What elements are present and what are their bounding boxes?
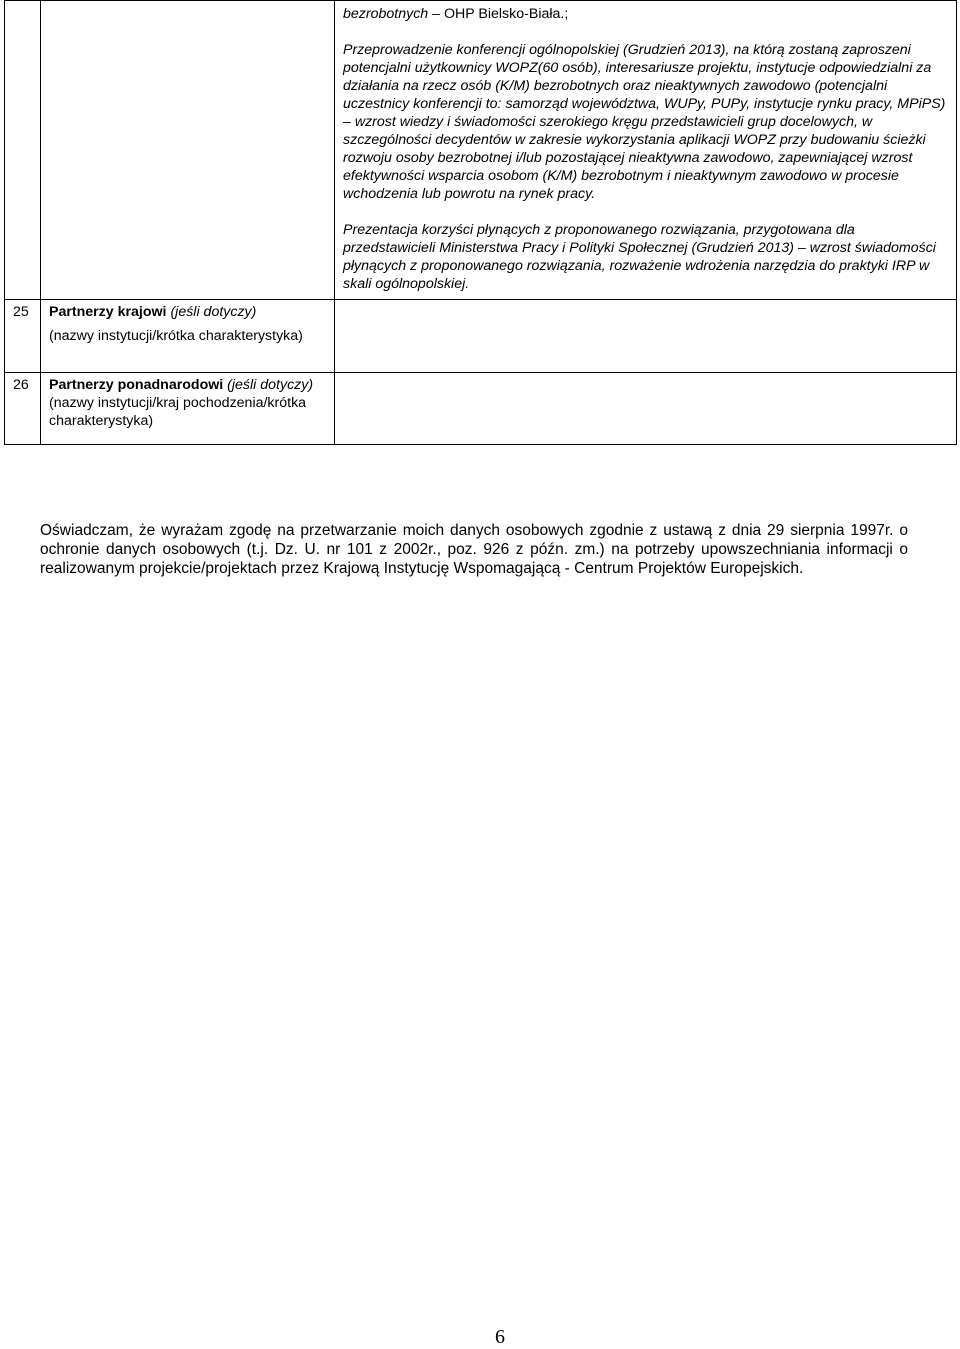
- table-row-continuation: [5, 1, 957, 300]
- row-label-national-partners: [41, 300, 335, 373]
- row-number: 26: [5, 373, 41, 445]
- transnational-partners-value-cell: [335, 373, 957, 445]
- label-bold: Partnerzy ponadnarodowi: [49, 377, 224, 393]
- label-italic: (jeśli dotyczy): [166, 304, 257, 320]
- label-italic: (jeśli dotyczy): [223, 377, 314, 393]
- label-bold: Partnerzy krajowi: [49, 304, 167, 320]
- project-form-table: [4, 0, 957, 445]
- results-description-cell: [335, 1, 957, 300]
- label-sub: (nazwy instytucji/krótka charakterystyka): [49, 328, 303, 344]
- row-label-cell: [41, 1, 335, 300]
- results-text-italic: bezrobotnych –: [343, 6, 444, 22]
- results-text-plain: OHP Bielsko-Biała.;: [443, 6, 569, 22]
- national-partners-value-cell: [335, 300, 957, 373]
- row-label-transnational-partners: [41, 373, 335, 445]
- table-row-25: [5, 300, 957, 373]
- results-paragraph-2: Przeprowadzenie konferencji ogólnopolskiej (Grudzień 2013), na którą zostaną zaproszeni potencjalni użytkownicy WOPZ(60 osób), interesariusze projektu, instytucje odpowiedzialni za działania na rzecz osób (K/M) bezrobotnych oraz nieaktywnych zawodowo (potencjalni uczestnicy konferencji to: samorząd województwa, WUPy, PUPy, instytucje rynku pracy, MPiPS) – wzrost wiedzy i świadomości szerokiego kręgu przedstawicieli grup docelowych, w szczególności decydentów w zakresie wykorzystania aplikacji WOPZ przy budowaniu ścieżki rozwoju osoby bezrobotnej i/lub pozostającej nieaktywna zawodowo, zapewniającej wzrost efektywności wsparcia osobom (K/M) bezrobotnym i nieaktywnym zawodowo w procesie wchodzenia lub powrotu na rynek pracy.: [343, 42, 946, 202]
- row-number: 25: [5, 300, 41, 373]
- table-row-26: [5, 373, 957, 445]
- row-number-cell: [5, 1, 41, 300]
- results-paragraph-1: [343, 5, 948, 23]
- label-rest: (nazwy instytucji/kraj pochodzenia/krótka charakterystyka): [49, 395, 307, 429]
- results-paragraph-3: Prezentacja korzyści płynących z proponowanego rozwiązania, przygotowana dla przedstawicieli Ministerstwa Pracy i Polityki Społecznej (Grudzień 2013) – wzrost świadomości płynących z proponowanego rozwiązania, rozważenie wdrożenia narzędzia do praktyki IRP w skali ogólnopolskiej.: [343, 222, 936, 292]
- consent-statement: Oświadczam, że wyrażam zgodę na przetwarzanie moich danych osobowych zgodnie z ustawą z dnia 29 sierpnia 1997r. o ochronie danych osobowych (t.j. Dz. U. nr 101 z 2002r., poz. 926 z późn. zm.) na potrzeby upowszechniania informacji o realizowanym projekcie/projektach przez Krajową Instytucję Wspomagającą - Centrum Projektów Europejskich.: [40, 522, 908, 577]
- page-number: 6: [495, 1326, 505, 1348]
